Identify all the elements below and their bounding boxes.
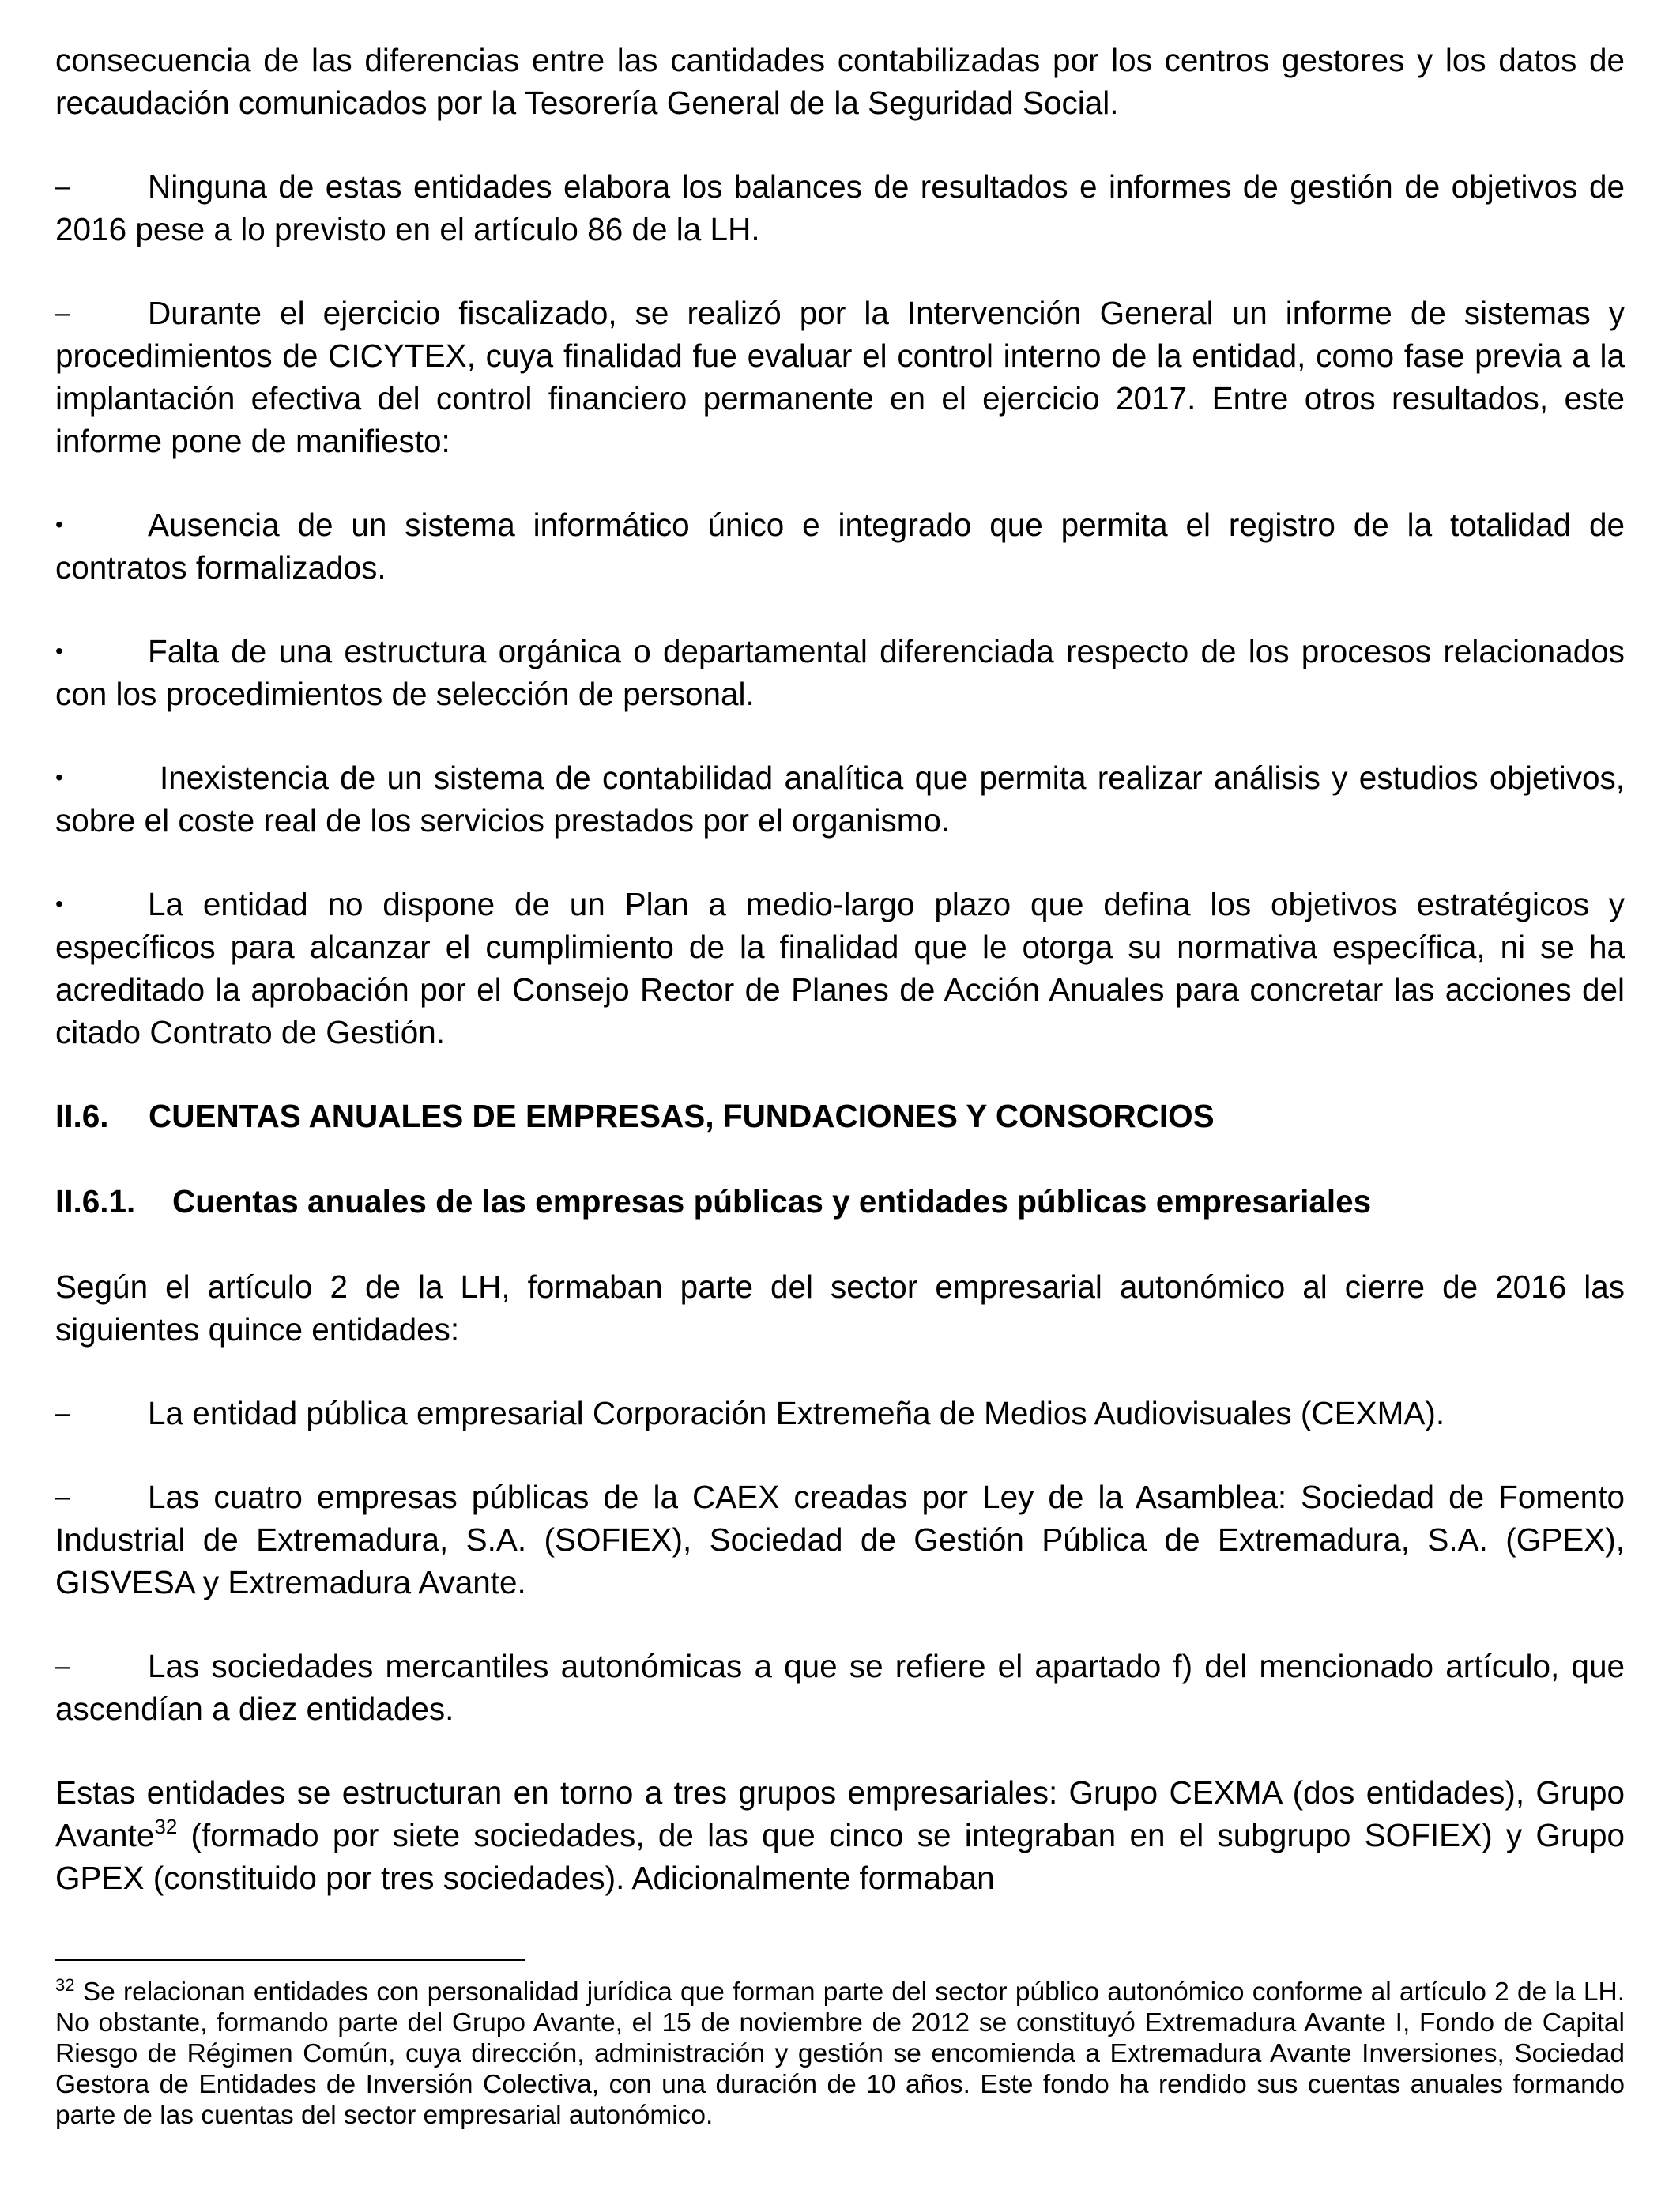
dash-item-balances bbox=[55, 165, 1625, 251]
subsection-title: Cuentas anuales de las empresas públicas y entidades públicas empresariales bbox=[172, 1183, 1372, 1220]
dash-item-sociedades-mercantiles bbox=[55, 1645, 1625, 1730]
bullet-item-contabilidad-analitica bbox=[55, 756, 1625, 842]
footnote-reference[interactable]: 32 bbox=[154, 1815, 178, 1838]
footnote-separator bbox=[55, 1959, 525, 1961]
footnote-text: Se relacionan entidades con personalidad jurídica que forman parte del sector público autonómico conforme al artículo 2 de la LH. No obstante, formando parte del Grupo Avante, el 15 de noviembre de 2012 se constituyó Extremadura Avante I, Fondo de Capital Riesgo de Régimen Común, cuya dirección, administración y gestión se encomienda a Extremadura Avante Inversiones, Sociedad Gestora de Entidades de Inversión Colectiva, con una duración de 10 años. Este fondo ha rendido sus cuentas anuales formando parte de las cuentas del sector empresarial autonómico. bbox=[55, 1977, 1625, 2130]
paragraph-text-continued: (formado por siete sociedades, de las que cinco se integraban en el subgrupo SOFIEX) y Grupo GPEX (constituido por tres sociedades). Adicionalmente formaban bbox=[55, 1817, 1625, 1896]
subsection-heading bbox=[55, 1180, 1625, 1223]
dash-item-text: Durante el ejercicio fiscalizado, se realizó por la Intervención General un informe de sistemas y procedimientos de CICYTEX, cuya finalidad fue evaluar el control interno de la entidad, como fase previa a la implantación efectiva del control financiero permanente en el ejercicio 2017. Entre otros resultados, este informe pone de manifiesto: bbox=[55, 295, 1625, 459]
dash-marker: – bbox=[55, 298, 70, 328]
section-title: CUENTAS ANUALES DE EMPRESAS, FUNDACIONES Y CONSORCIOS bbox=[149, 1098, 1215, 1134]
section-heading bbox=[55, 1095, 1625, 1137]
paragraph-intro: Según el artículo 2 de la LH, formaban parte del sector empresarial autonómico al cierre de 2016 las siguientes quince entidades: bbox=[55, 1269, 1625, 1348]
bullet-item-text: Inexistencia de un sistema de contabilidad analítica que permita realizar análisis y estudios objetivos, sobre el coste real de los servicios prestados por el organismo. bbox=[55, 760, 1625, 839]
dash-item-cexma bbox=[55, 1392, 1625, 1434]
dash-marker: – bbox=[55, 1651, 70, 1681]
dash-marker: – bbox=[55, 1398, 70, 1428]
section-number: II.6. bbox=[55, 1098, 109, 1134]
bullet-item-text: La entidad no dispone de un Plan a medio-largo plazo que defina los objetivos estratégicos y específicos para alcanzar el cumplimiento de la finalidad que le otorga su normativa específica, ni se ha acreditado la aprobación por el Consejo Rector de Planes de Acción Anuales para concretar las acciones del citado Contrato de Gestión. bbox=[55, 886, 1625, 1050]
bullet-item-estructura-organica bbox=[55, 630, 1625, 715]
bullet-item-text: Falta de una estructura orgánica o departamental diferenciada respecto de los procesos relacionados con los procedimientos de selección de personal. bbox=[55, 633, 1625, 712]
footnote-number: 32 bbox=[55, 1975, 75, 1995]
dash-item-text: Ninguna de estas entidades elabora los balances de resultados e informes de gestión de objetivos de 2016 pese a lo previsto en el artículo 86 de la LH. bbox=[55, 168, 1625, 247]
subsection-number: II.6.1. bbox=[55, 1183, 136, 1220]
dash-item-empresas-publicas bbox=[55, 1476, 1625, 1604]
bullet-item-text: Ausencia de un sistema informático único e integrado que permita el registro de la totalidad de contratos formalizados. bbox=[55, 507, 1625, 586]
footnote bbox=[55, 1977, 1625, 2131]
dash-item-text: Las cuatro empresas públicas de la CAEX creadas por Ley de la Asamblea: Sociedad de Fomento Industrial de Extremadura, S.A. (SOFIEX), Sociedad de Gestión Pública de Extremadura, S.A. (GPEX), GISVESA y Extremadura Avante. bbox=[55, 1479, 1625, 1600]
bullet-marker: • bbox=[55, 892, 63, 916]
paragraph-text: Estas entidades se estructuran en torno a tres grupos empresariales: Grupo CEXMA (dos entidades), Grupo Avante bbox=[55, 1774, 1625, 1853]
document-page bbox=[55, 32, 1625, 1940]
bullet-marker: • bbox=[55, 512, 63, 537]
paragraph-grupos-empresariales bbox=[55, 1771, 1625, 1899]
bullet-marker: • bbox=[55, 639, 63, 663]
dash-marker: – bbox=[55, 1482, 70, 1512]
bullet-marker: • bbox=[55, 765, 63, 790]
bullet-item-plan-medio-plazo bbox=[55, 883, 1625, 1054]
bullet-item-sistema-informatico bbox=[55, 503, 1625, 589]
paragraph-continuation: consecuencia de las diferencias entre las cantidades contabilizadas por los centros gestores y los datos de recaudación comunicados por la Tesorería General de la Seguridad Social. bbox=[55, 42, 1625, 121]
dash-item-text: Las sociedades mercantiles autonómicas a que se refiere el apartado f) del mencionado artículo, que ascendían a diez entidades. bbox=[55, 1648, 1625, 1727]
dash-marker: – bbox=[55, 172, 70, 202]
dash-item-informe-cicytex bbox=[55, 292, 1625, 462]
dash-item-text: La entidad pública empresarial Corporación Extremeña de Medios Audiovisuales (CEXMA). bbox=[148, 1395, 1445, 1431]
